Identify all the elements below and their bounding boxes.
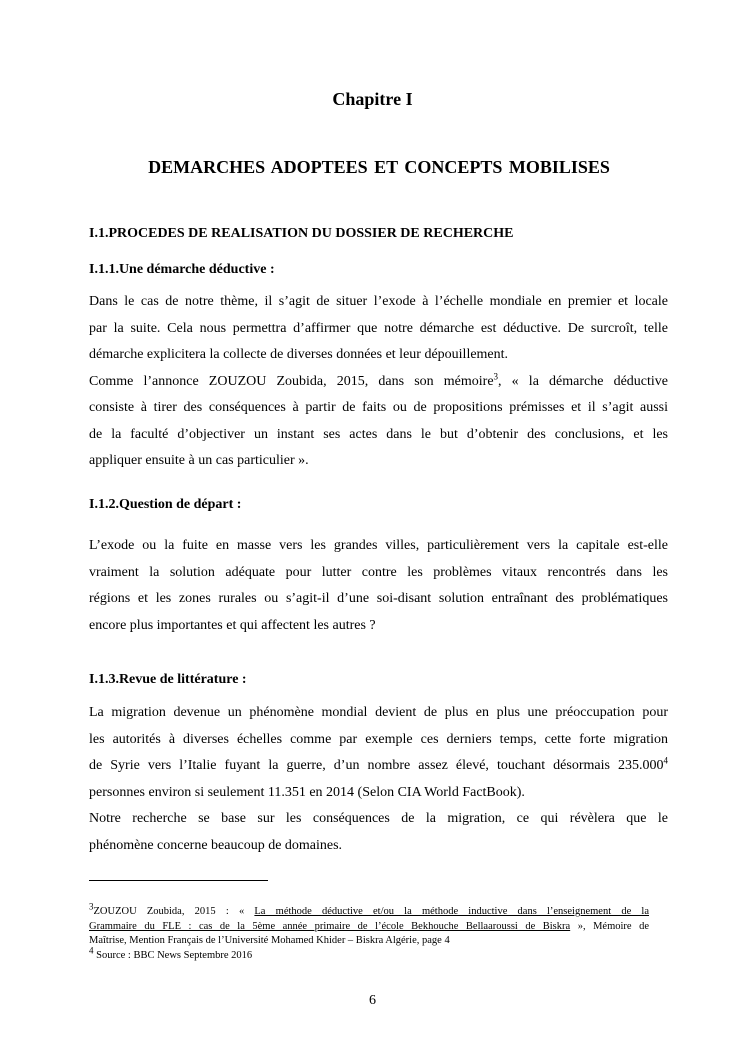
text-line: appliquer ensuite à un cas particulier ». — [89, 453, 309, 468]
footnote-link[interactable]: Grammaire du FLE : cas de la 5ème année primaire de l’école Bekhouche Bellaaroussi de Biskra — [89, 920, 571, 932]
paragraph-literature — [89, 700, 668, 859]
footnote-3-line: Maîtrise, Mention Français de l’Université Mohamed Khider – Biskra Algérie, page 4 — [89, 935, 450, 946]
footnotes — [89, 901, 649, 963]
text-fragment: , « la démarche déductive — [498, 373, 668, 389]
text-line: La migration devenue un phénomène mondial devient de plus en plus une préoccupation pour — [89, 705, 668, 720]
text-line: personnes environ si seulement 11.351 en 2014 (Selon CIA World FactBook). — [89, 784, 525, 800]
footnote-number: 3 — [89, 901, 94, 912]
text-line: de la faculté d’objectiver un instant ses actes dans le but d’obtenir des conclusions, et les — [89, 426, 668, 442]
text-line: L’exode ou la fuite en masse vers les grandes villes, particulièrement vers la capitale est-elle — [89, 538, 668, 553]
main-title: DEMARCHES ADOPTEES ET CONCEPTS MOBILISES — [148, 157, 610, 177]
text-line: consiste à tirer des conséquences à partir de faits ou de propositions prémisses et il s’agit aussi — [89, 400, 668, 415]
paragraph-question — [89, 533, 668, 639]
chapter-title: Chapitre I — [332, 89, 413, 109]
footnote-ref: 3 — [493, 370, 499, 381]
footnote-ref: 4 — [663, 755, 668, 766]
page-number: 6 — [369, 993, 376, 1008]
subsection-heading-deductive: I.1.1.Une démarche déductive : — [89, 262, 275, 277]
text-line: phénomène concerne beaucoup de domaines. — [89, 837, 343, 853]
footnote-3-line — [89, 901, 649, 920]
section-heading: I.1.PROCEDES DE REALISATION DU DOSSIER DE RECHERCHE — [89, 226, 514, 241]
text-fragment: », Mémoire de — [570, 920, 649, 932]
text-fragment: ZOUZOU Zoubida, 2015 : « — [93, 906, 255, 917]
footnote-3-line — [89, 920, 649, 935]
text-fragment: de Syrie vers l’Italie fuyant la guerre, d’un nombre assez élevé, touchant désormais 235.000 — [89, 758, 664, 773]
text-line — [89, 753, 668, 780]
footnote-number: 4 — [89, 945, 94, 955]
footnote-4-line — [89, 945, 649, 964]
footnote-separator — [89, 880, 268, 881]
text-line: démarche explicitera la collecte de diverses données et leur dépouillement. — [89, 347, 509, 362]
text-fragment: Comme l’annonce ZOUZOU Zoubida, 2015, dans son mémoire — [89, 373, 494, 389]
text-line: encore plus importantes et qui affectent les autres ? — [89, 617, 376, 633]
text-line: les autorités à diverses échelles comme par exemple ces derniers temps, cette forte migration — [89, 731, 668, 747]
text-line: par la suite. Cela nous permettra d’affirmer que notre démarche est déductive. De surcroît, telle — [89, 320, 668, 336]
text-line: Notre recherche se base sur les conséquences de la migration, ce qui révèlera que le — [89, 811, 668, 826]
text-line: régions et les zones rurales ou s’agit-il d’une soi-disant solution entraînant des problématiques — [89, 591, 668, 606]
footnote-link[interactable]: La méthode déductive et/ou la méthode inductive dans l’enseignement de la — [254, 906, 649, 917]
subsection-heading-literature: I.1.3.Revue de littérature : — [89, 672, 247, 687]
paragraph-deductive — [89, 289, 668, 475]
text-line: Dans le cas de notre thème, il s’agit de situer l’exode à l’échelle mondiale en premier et locale — [89, 294, 668, 309]
text-line — [89, 369, 668, 396]
text-fragment: Source : BBC News Septembre 2016 — [93, 949, 253, 961]
subsection-heading-question: I.1.2.Question de départ : — [89, 497, 242, 512]
text-line: vraiment la solution adéquate pour lutter contre les problèmes vitaux rencontrés dans les — [89, 564, 668, 580]
